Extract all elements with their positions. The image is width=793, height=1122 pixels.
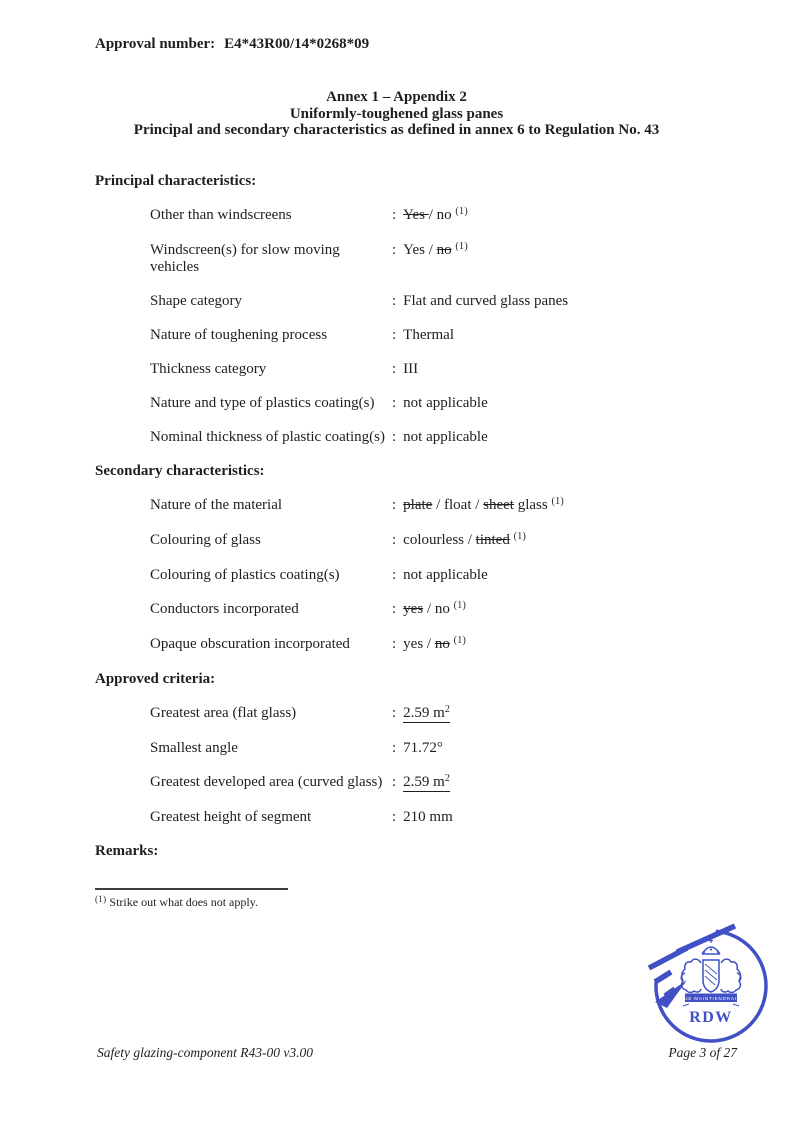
characteristic-row <box>150 601 740 619</box>
characteristic-value-content: 2.59 $m^2$ <box>403 704 451 721</box>
footer-document-id: Safety glazing-component R43-00 v3.00 <box>97 1045 313 1060</box>
characteristic-value <box>392 395 740 412</box>
characteristic-row <box>150 532 740 550</box>
characteristic-value-content: III <box>403 361 419 377</box>
footnote-block <box>95 888 288 910</box>
characteristic-value-content: colourless / tinted $^{(1)}$ <box>403 531 527 548</box>
characteristic-value-content: not applicable <box>403 429 488 445</box>
characteristic-row <box>150 636 740 654</box>
characteristic-value <box>392 327 740 344</box>
characteristic-value <box>392 636 740 654</box>
characteristic-value <box>392 293 740 310</box>
characteristic-value-content: not applicable <box>403 567 488 583</box>
characteristic-label: Greatest developed area (curved glass) <box>150 774 383 790</box>
section-heading: Approved criteria: <box>95 671 216 687</box>
colon-separator: : <box>392 327 397 343</box>
colon-separator: : <box>392 705 397 721</box>
document-title <box>0 89 793 139</box>
characteristic-value <box>392 242 740 260</box>
characteristic-value <box>392 532 740 550</box>
characteristic-row <box>150 361 740 378</box>
characteristic-label: Greatest area (flat glass) <box>150 705 297 721</box>
colon-separator: : <box>392 207 397 223</box>
colon-separator: : <box>392 395 397 411</box>
characteristic-row <box>150 497 740 515</box>
characteristic-value <box>392 429 740 446</box>
characteristic-row <box>150 774 740 792</box>
characteristic-label: Other than windscreens <box>150 207 292 223</box>
section-rows <box>95 207 740 446</box>
colon-separator: : <box>392 809 397 825</box>
section-heading: Principal characteristics: <box>95 173 257 189</box>
characteristic-row <box>150 207 740 225</box>
footnote-marker: (1) <box>95 894 107 904</box>
characteristic-value-content: 2.59 $m^2$ <box>403 773 451 790</box>
characteristic-value <box>392 497 740 515</box>
shield-icon <box>703 960 719 992</box>
characteristics-section <box>95 463 740 654</box>
characteristic-row <box>150 429 740 446</box>
characteristics-sections <box>95 173 740 877</box>
approval-number-line <box>95 36 369 53</box>
characteristic-label: Conductors incorporated <box>150 601 299 617</box>
lion-right-icon <box>721 959 741 992</box>
characteristic-label: Smallest angle <box>150 740 238 756</box>
characteristic-row <box>150 705 740 723</box>
lion-left-icon <box>681 959 701 992</box>
colon-separator: : <box>392 429 397 445</box>
characteristic-row <box>150 242 740 276</box>
characteristic-label: Colouring of glass <box>150 532 261 548</box>
characteristic-value-content: Yes / no $^{(1)}$ <box>403 206 468 223</box>
colon-separator: : <box>392 361 397 377</box>
colon-separator: : <box>392 497 397 513</box>
colon-separator: : <box>392 740 397 756</box>
characteristic-label: Nominal thickness of plastic coating(s) <box>150 429 385 445</box>
characteristic-row <box>150 327 740 344</box>
section-heading: Remarks: <box>95 843 159 859</box>
characteristic-value <box>392 361 740 378</box>
characteristic-label: Windscreen(s) for slow moving vehicles <box>150 242 340 275</box>
characteristics-section <box>95 843 740 860</box>
characteristic-label: Shape category <box>150 293 243 309</box>
footnote-text-line <box>95 895 288 910</box>
section-rows <box>95 497 740 654</box>
characteristic-value <box>392 740 740 757</box>
footnote-text: Strike out what does not apply. <box>109 895 258 909</box>
section-rows <box>95 705 740 826</box>
characteristics-section <box>95 173 740 446</box>
footer-page-number: Page 3 of 27 <box>668 1045 737 1060</box>
colon-separator: : <box>392 774 397 790</box>
banner-scroll-ends <box>683 1004 739 1006</box>
characteristic-value-content: Thermal <box>403 327 454 343</box>
colon-separator: : <box>392 293 397 309</box>
characteristic-value-content: yes / no $^{(1)}$ <box>403 600 467 617</box>
characteristic-value <box>392 809 740 826</box>
title-line-subject: Uniformly-toughened glass panes <box>289 105 504 122</box>
characteristic-value-content: plate / float / sheet glass $^{(1)}$ <box>403 496 565 513</box>
colon-separator: : <box>392 532 397 548</box>
characteristic-row <box>150 567 740 584</box>
stamp-org-label: RDW <box>689 1009 733 1026</box>
characteristic-value <box>392 601 740 619</box>
characteristics-section <box>95 671 740 826</box>
characteristic-label: Nature and type of plastics coating(s) <box>150 395 375 411</box>
characteristic-label: Opaque obscuration incorporated <box>150 636 350 652</box>
characteristic-label: Colouring of plastics coating(s) <box>150 567 340 583</box>
page-footer <box>97 1044 737 1061</box>
approval-number-value: E4*43R00/14*0268*09 <box>224 36 370 52</box>
characteristic-value-content: Flat and curved glass panes <box>403 293 569 309</box>
characteristic-value <box>392 774 740 792</box>
characteristic-row <box>150 293 740 310</box>
characteristic-row <box>150 395 740 412</box>
section-heading: Secondary characteristics: <box>95 463 265 479</box>
characteristic-label: Greatest height of segment <box>150 809 312 825</box>
footnote-rule <box>95 888 288 890</box>
characteristic-label: Thickness category <box>150 361 267 377</box>
title-line-annex: Annex 1 – Appendix 2 <box>326 89 467 105</box>
rdw-stamp <box>643 922 775 1048</box>
characteristic-value <box>392 567 740 584</box>
colon-separator: : <box>392 567 397 583</box>
characteristic-value <box>392 705 740 723</box>
colon-separator: : <box>392 601 397 617</box>
characteristic-label: Nature of toughening process <box>150 327 328 343</box>
characteristic-value-content: Yes / no $^{(1)}$ <box>403 241 468 258</box>
characteristic-row <box>150 740 740 757</box>
rdw-stamp-graphic <box>643 922 775 1048</box>
characteristic-value-content: yes / no $^{(1)}$ <box>403 635 467 652</box>
characteristic-label: Nature of the material <box>150 497 283 513</box>
characteristic-value-content: 210 mm <box>403 809 453 825</box>
colon-separator: : <box>392 636 397 652</box>
approval-number-label: Approval number: <box>95 36 216 52</box>
title-line-description: Principal and secondary characteristics as defined in annex 6 to Regulation No. 43 <box>133 122 660 138</box>
colon-separator: : <box>392 242 397 258</box>
characteristic-value-content: 71.72° <box>403 740 443 756</box>
characteristic-value <box>392 207 740 225</box>
stamp-motto: JE MAINTIENDRAI <box>685 995 737 1001</box>
characteristic-row <box>150 809 740 826</box>
characteristic-value-content: not applicable <box>403 395 488 411</box>
